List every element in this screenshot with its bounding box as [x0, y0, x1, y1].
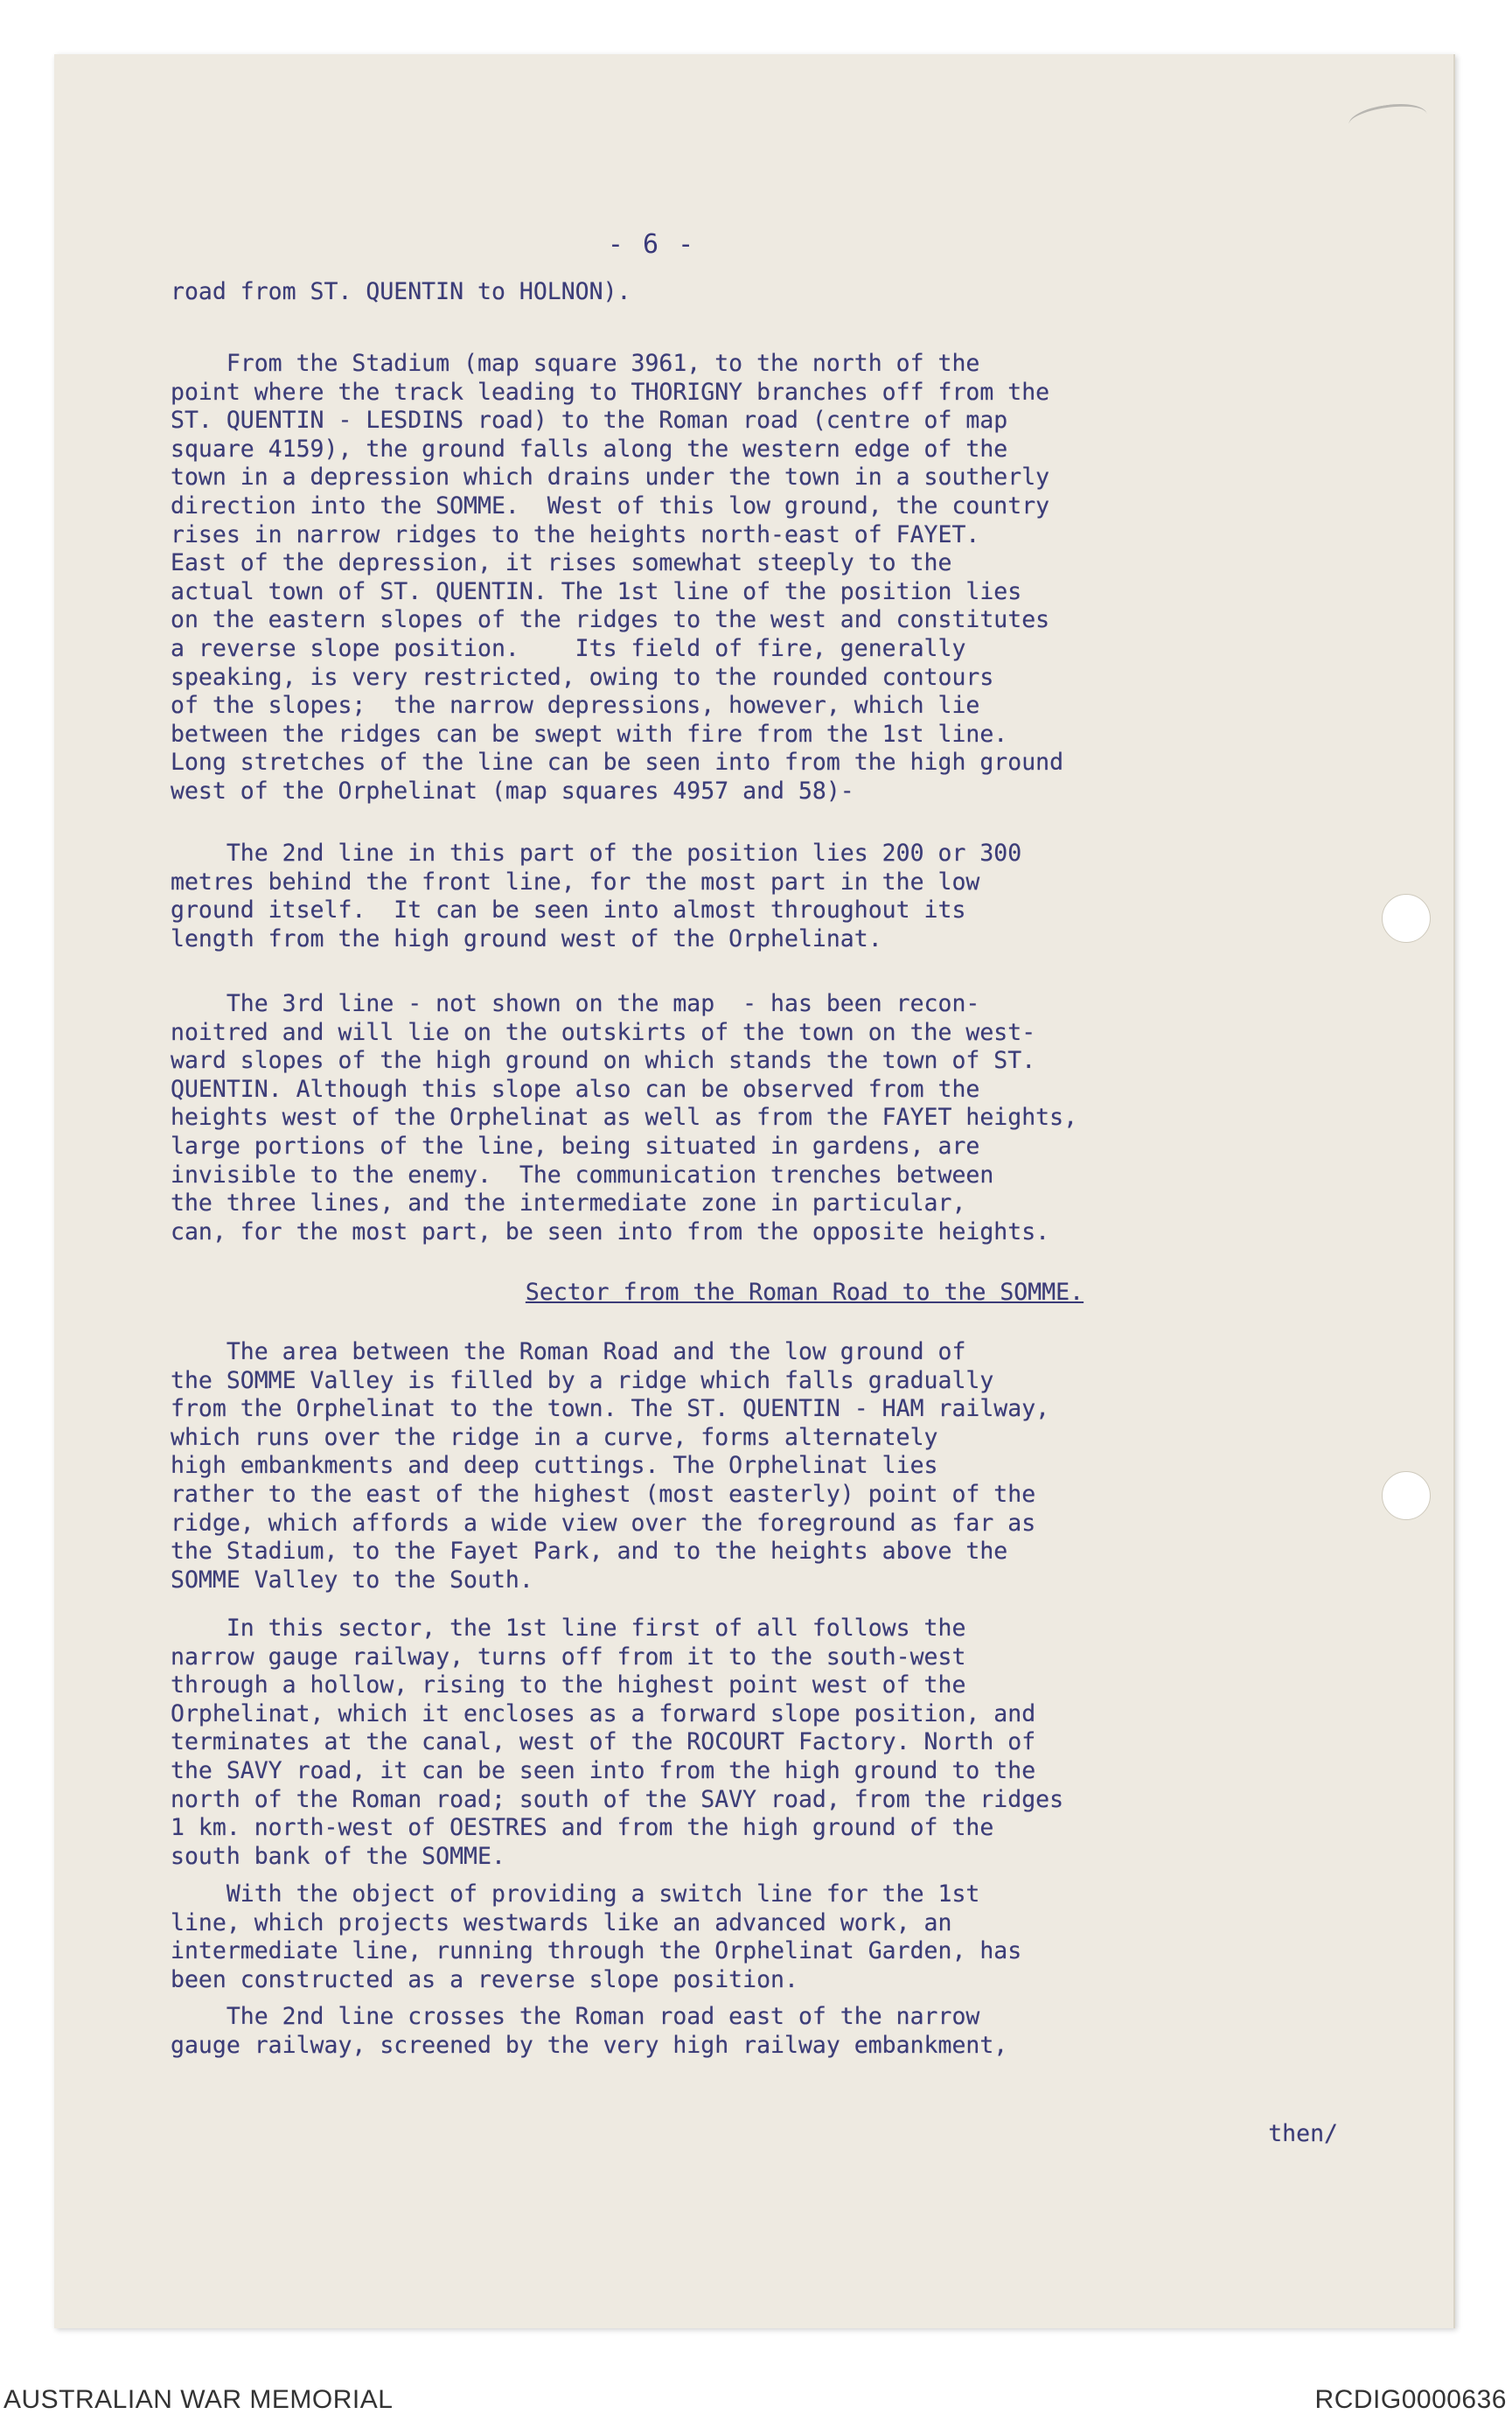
paper-crease: [1347, 100, 1429, 139]
punch-hole: [1382, 1471, 1431, 1520]
punch-hole: [1382, 894, 1431, 943]
continuation-marker: then/: [1268, 2120, 1338, 2147]
paragraph-third-line: The 3rd line - not shown on the map - has been recon- noitred and will lie on the outskirts of the town on the west- ward slopes of the high ground on which stands the town of ST. QUENTIN. Although this slope also can be observed from the heights west of the Orphelinat as well as from the FAYET heights, large portions of the line, being situated in gardens, are invisible to the enemy. The communication trenches between the three lines, and the intermediate zone in particular, can, for the most part, be seen into from the opposite heights.: [171, 990, 1078, 1245]
footer-catalog-id: RCDIG0000636: [1314, 2385, 1507, 2414]
paragraph-switch-line: With the object of providing a switch line for the 1st line, which projects westwards like an advanced work, an intermediate line, running through the Orphelinat Garden, has been constructed as a reverse slope position.: [171, 1880, 1022, 1993]
paragraph-first-line-sector: In this sector, the 1st line first of all follows the narrow gauge railway, turns off from it to the south-west through a hollow, rising to the highest point west of the Orphelinat, which it encloses as a forward slope position, and terminates at the canal, west of the ROCOURT Factory. North of the SAVY road, it can be seen into from the high ground to the north of the Roman road; south of the SAVY road, from the ridges 1 km. north-west of OESTRES and from the high ground of the south bank of the SOMME.: [171, 1615, 1064, 1870]
paragraph-stadium-to-roman-road: From the Stadium (map square 3961, to the north of the point where the track leading to THORIGNY branches off from the ST. QUENTIN - LESDINS road) to the Roman road (centre of map square 4159), the ground falls along the western edge of the town in a depression which drains under the town in a southerly direction into the SOMME. West of this low ground, the country rises in narrow ridges to the heights north-east of FAYET. East of the depression, it rises somewhat steeply to the actual town of ST. QUENTIN. The 1st line of the position lies on the eastern slopes of the ridges to the west and constitutes a reverse slope position. Its field of fire, generally speaking, is very restricted, owing to the rounded contours of the slopes; the narrow depressions, however, which lie between the ridges can be swept with fire from the 1st line. Long stretches of the line can be seen into from the high ground west of the Orphelinat (map squares 4957 and 58)-: [171, 350, 1064, 805]
footer-institution: AUSTRALIAN WAR MEMORIAL: [3, 2385, 394, 2414]
paragraph-second-line: The 2nd line in this part of the position lies 200 or 300 metres behind the front line, for the most part in the low ground itself. It can be seen into almost throughout its length from the high ground west of the Orphelinat.: [171, 840, 1022, 952]
opening-line: road from ST. QUENTIN to HOLNON).: [171, 278, 631, 305]
section-heading: Sector from the Roman Road to the SOMME.: [525, 1279, 1084, 1306]
page-number: - 6 -: [607, 229, 696, 260]
paragraph-area-description: The area between the Roman Road and the low ground of the SOMME Valley is filled by a ridge which falls gradually from the Orphelinat to the town. The ST. QUENTIN - HAM railway, which runs over the ridge in a curve, forms alternately high embankments and deep cuttings. The Orphelinat lies rather to the east of the highest (most easterly) point of the ridge, which affords a wide view over the foreground as far as the Stadium, to the Fayet Park, and to the heights above the SOMME Valley to the South.: [171, 1338, 1050, 1594]
paragraph-second-line-crossing: The 2nd line crosses the Roman road east of the narrow gauge railway, screened by the very high railway embankment,: [171, 2003, 1008, 2059]
